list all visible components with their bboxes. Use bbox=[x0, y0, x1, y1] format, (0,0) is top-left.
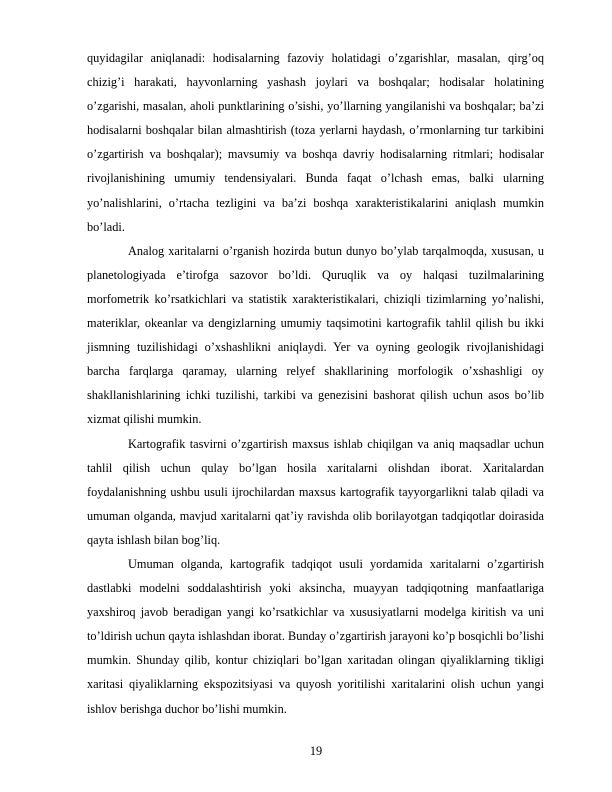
paragraph-continuation: quyidagilar aniqlanadi: hodisalarning fazoviy holatidagi o’zgarishlar, masalan, qirg’oq chizig’i harakati, hayvonlarning yashash joylari va boshqalar; hodisalar holatining o’zgarishi, masalan, aholi punktlarining o’sishi, yo’llarning yangilanishi va boshqalar; ba’zi hodisalarni boshqalar bilan almashtirish (toza yerlarni haydash, o’rmonlarning tur tarkibini o’zgartirish va boshqalar); mavsumiy va boshqa davriy hodisalarning ritmlari; hodisalar rivojlanishining umumiy tendensiyalari. Bunda faqat o’lchash emas, balki ularning yo’nalishlarini, o’rtacha tezligini va ba’zi boshqa xarakteristikalarini aniqlash mumkin bo’ladi. bbox=[87, 51, 544, 234]
paragraph-research-method: Umuman olganda, kartografik tadqiqot usuli yordamida xaritalarni o’zgartirish dastlabki modelni soddalashtirish yoki aksincha, muayyan tadqiqotning manfaatlariga yaxshiroq javob beradigan yangi ko’rsatkichlar va xususiyatlarni modelga kiritish va uni to’ldirish uchun qayta ishlashdan iborat. Bunday o’zgartirish jarayoni ko’p bosqichli bo’lishi mumkin. Shunday qilib, kontur chiziqlari bo’lgan xaritadan olingan qiyaliklarning tikligi xaritasi qiyaliklarning ekspozitsiyasi va quyosh yoritilishi xaritalarini olish uchun yangi ishlov berishga duchor bo’lishi mumkin. bbox=[87, 556, 544, 716]
paragraph-map-transformation: Kartografik tasvirni o’zgartirish maxsus ishlab chiqilgan va aniq maqsadlar uchun tahlil qilish uchun qulay bo’lgan hosila xaritalarni olishdan iborat. Xaritalardan foydalanishning ushbu usuli ijrochilardan maxsus kartografik tayyorgarlikni talab qiladi va umuman olganda, mavjud xaritalarni qat’iy ravishda olib borilayotgan tadqiqotlar doirasida qayta ishlash bilan bog’liq. bbox=[87, 436, 544, 547]
page-number: 19 bbox=[309, 744, 323, 758]
text-body bbox=[87, 46, 544, 721]
paragraph-analog-maps: Analog xaritalarni o’rganish hozirda butun dunyo bo’ylab tarqalmoqda, xususan, u planetologiyada e’tirofga sazovor bo’ldi. Quruqlik va oy halqasi tuzilmalarining morfometrik ko’rsatkichlari va statistik xarakteristikalari, chiziqli tizimlarning yo’nalishi, materiklar, okeanlar va dengizlarning umumiy taqsimotini kartografik tahlil qilish bu ikki jismning tuzilishidagi o’xshashlikni aniqlaydi. Yer va oyning geologik rivojlanishidagi barcha farqlarga qaramay, ularning relyef shakllarining morfologik o’xshashligi oy shakllanishlarining ichki tuzilishi, tarkibi va genezisini bashorat qilish uchun asos bo’lib xizmat qilishi mumkin. bbox=[87, 243, 544, 427]
